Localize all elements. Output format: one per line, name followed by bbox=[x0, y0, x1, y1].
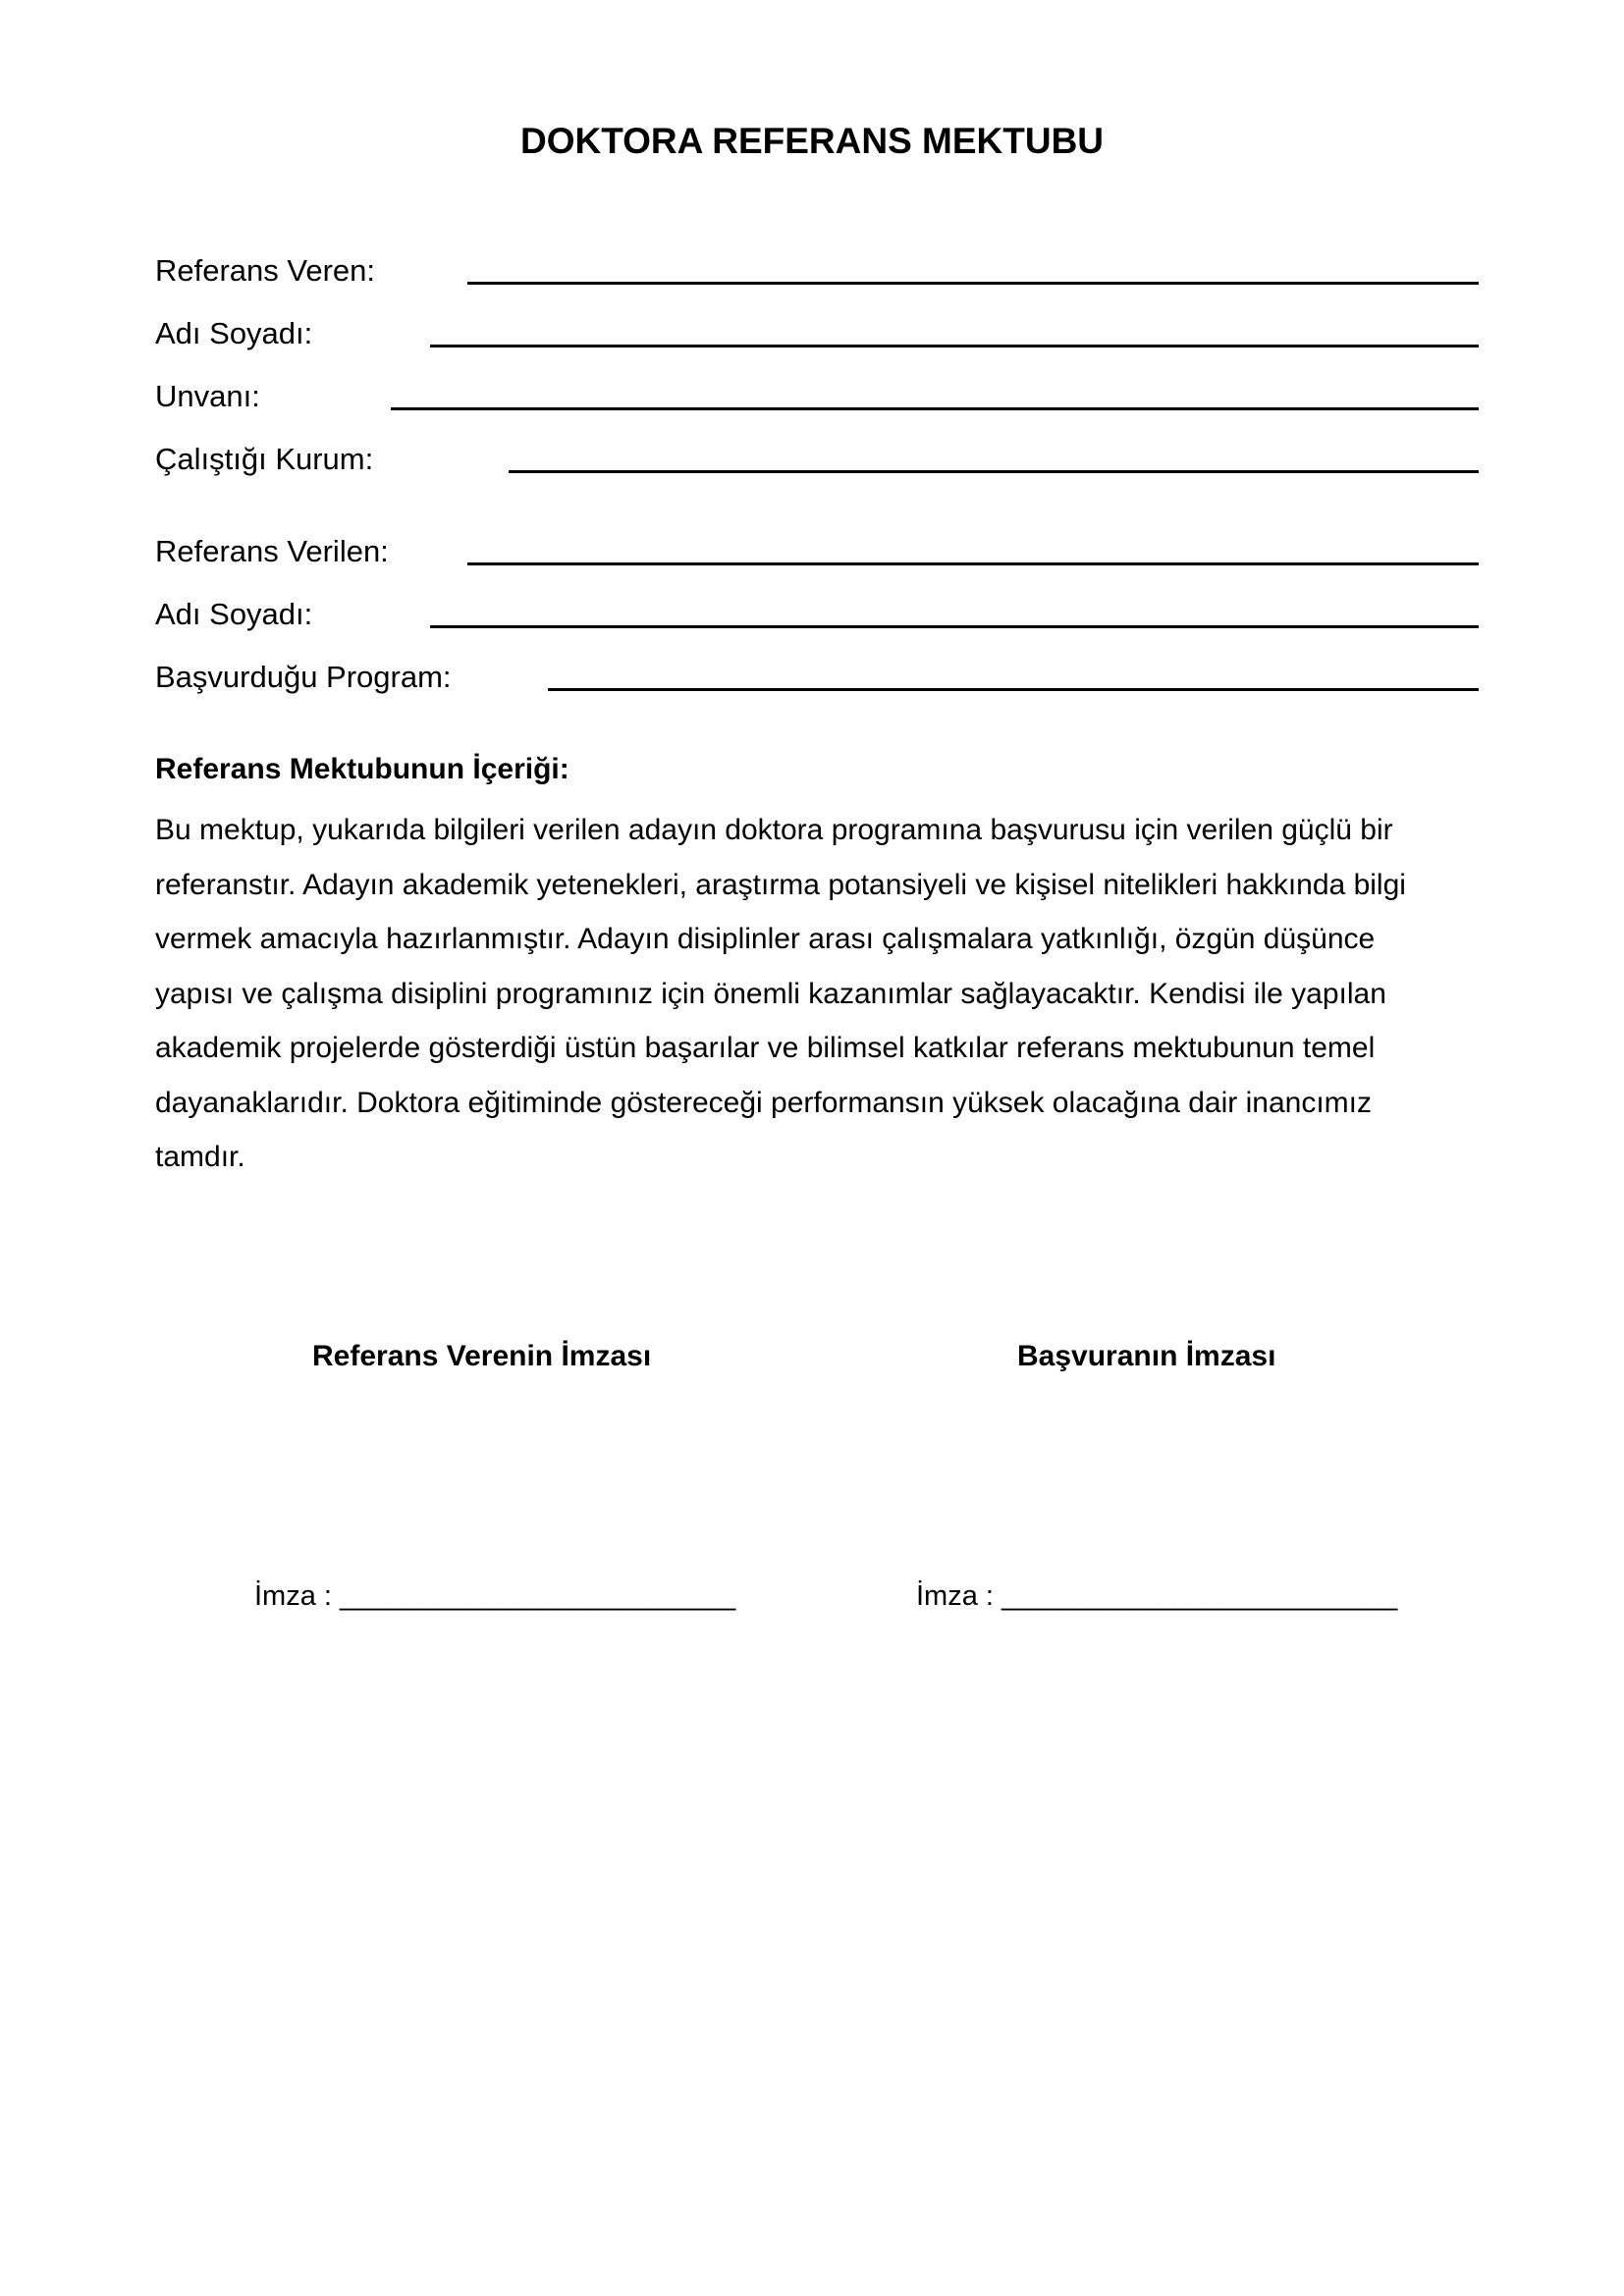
referee-signature-heading: Referans Verenin İmzası bbox=[312, 1340, 652, 1372]
applicant-program-row bbox=[155, 658, 1479, 705]
referee-name-line[interactable] bbox=[430, 345, 1479, 347]
content-heading: Referans Mektubunun İçeriği: bbox=[155, 753, 569, 785]
referee-institution-row bbox=[155, 440, 1479, 487]
referee-institution-label: Çalıştığı Kurum: bbox=[155, 442, 374, 476]
letter-line: referanstır. Adayın akademik yetenekleri, araştırma potansiyeli ve kişisel nitelikleri hakkında bilgi bbox=[155, 868, 1406, 901]
referee-signature-field[interactable]: İmza : _________________________ bbox=[254, 1580, 736, 1612]
referee-name-row bbox=[155, 314, 1479, 361]
applicant-heading-line[interactable] bbox=[467, 562, 1479, 565]
applicant-name-label: Adı Soyadı: bbox=[155, 597, 313, 631]
applicant-name-line[interactable] bbox=[430, 625, 1479, 628]
referee-name-label: Adı Soyadı: bbox=[155, 316, 313, 350]
letter-line: dayanaklarıdır. Doktora eğitiminde göstereceği performansın yüksek olacağına dair inancımız bbox=[155, 1086, 1372, 1119]
applicant-signature-field[interactable]: İmza : _________________________ bbox=[916, 1580, 1398, 1612]
applicant-name-row bbox=[155, 595, 1479, 642]
referee-heading-label: Referans Veren: bbox=[155, 253, 376, 288]
letter-line: yapısı ve çalışma disiplini programınız için önemli kazanımlar sağlayacaktır. Kendisi ile yapılan bbox=[155, 977, 1386, 1010]
letter-line: vermek amacıyla hazırlanmıştır. Adayın disiplinler arası çalışmalara yatkınlığı, özgün düşünce bbox=[155, 923, 1376, 955]
applicant-program-label: Başvurduğu Program: bbox=[155, 660, 452, 694]
referee-title-row bbox=[155, 377, 1479, 424]
applicant-heading-label: Referans Verilen: bbox=[155, 534, 389, 568]
referee-title-line[interactable] bbox=[391, 407, 1479, 410]
document-title: DOKTORA REFERANS MEKTUBU bbox=[519, 121, 1105, 161]
referee-title-label: Unvanı: bbox=[155, 379, 260, 413]
referee-heading-row bbox=[155, 251, 1479, 298]
letter-line: tamdır. bbox=[155, 1141, 245, 1173]
applicant-signature-heading: Başvuranın İmzası bbox=[1017, 1340, 1276, 1372]
referee-heading-line[interactable] bbox=[467, 282, 1479, 285]
letter-body bbox=[155, 803, 1520, 1185]
referee-institution-line[interactable] bbox=[509, 470, 1479, 473]
applicant-program-line[interactable] bbox=[548, 688, 1479, 691]
letter-line: Bu mektup, yukarıda bilgileri verilen adayın doktora programına başvurusu için verilen güçlü bir bbox=[155, 814, 1393, 846]
applicant-heading-row bbox=[155, 532, 1479, 579]
letter-line: akademik projelerde gösterdiği üstün başarılar ve bilimsel katkılar referans mektubunun temel bbox=[155, 1032, 1376, 1064]
